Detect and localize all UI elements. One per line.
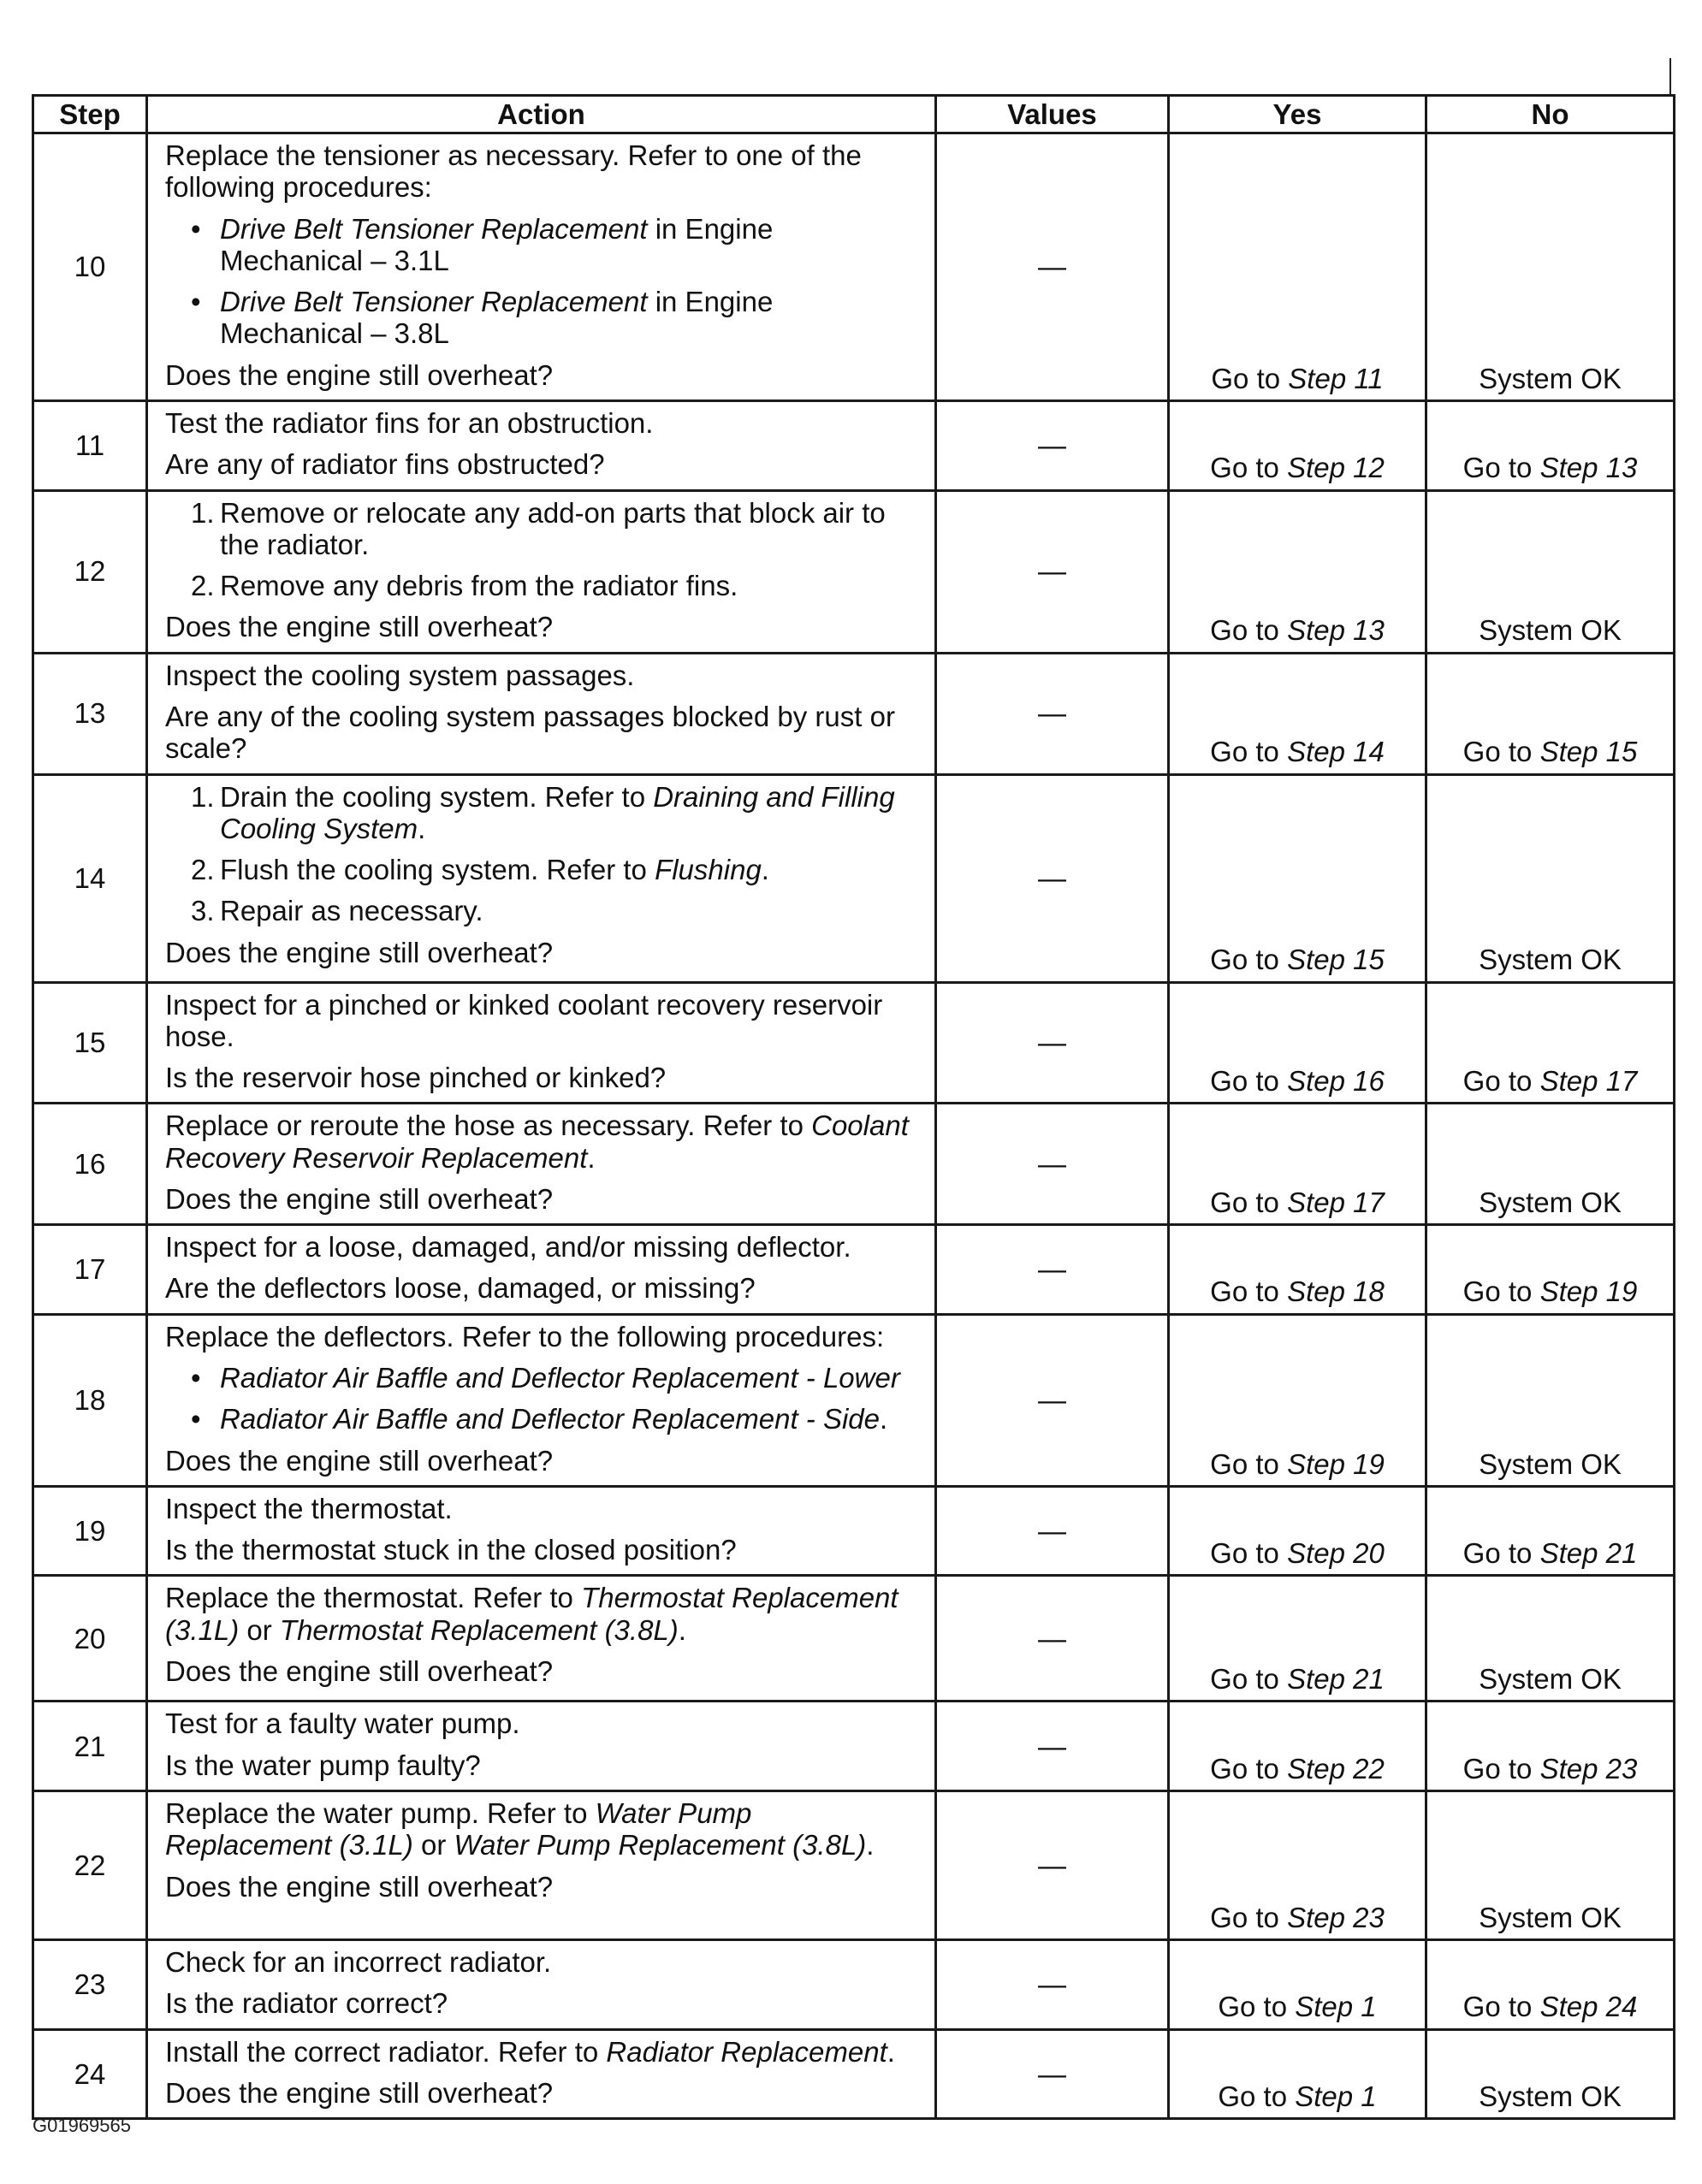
yes-prefix: Go to xyxy=(1218,1991,1296,2023)
action-question: Does the engine still overheat? xyxy=(165,1655,554,1687)
action-cell xyxy=(147,653,936,774)
action-question: Are the deflectors loose, damaged, or missing? xyxy=(165,1272,756,1305)
list-item xyxy=(165,854,922,885)
action-text: Replace the deflectors. Refer to the following procedures: xyxy=(165,1320,885,1352)
procedure-ref: Radiator Air Baffle and Deflector Replacement - Lower xyxy=(220,1362,900,1394)
yes-step-ref: Step 20 xyxy=(1287,1537,1385,1570)
no-cell: System OK xyxy=(1426,1576,1675,1702)
yes-prefix: Go to xyxy=(1210,1663,1288,1696)
no-prefix: Go to xyxy=(1462,452,1540,484)
yes-step-ref: Step 22 xyxy=(1287,1752,1385,1784)
action-cell xyxy=(147,982,936,1104)
table-row-step-20 xyxy=(33,1576,1675,1702)
values-cell: — xyxy=(936,1791,1169,1940)
no-step-ref: Step 15 xyxy=(1539,736,1638,768)
yes-cell xyxy=(1169,1104,1426,1225)
no-cell: System OK xyxy=(1426,1314,1675,1486)
action-text-part: Replace the thermostat. Refer to xyxy=(165,1582,582,1614)
action-cell xyxy=(147,133,936,401)
header-values: Values xyxy=(936,96,1169,133)
table-row-step-18 xyxy=(33,1314,1675,1486)
action-question: Does the engine still overheat? xyxy=(165,611,554,643)
yes-prefix: Go to xyxy=(1210,944,1288,976)
action-cell xyxy=(147,774,936,982)
number-marker: 1. xyxy=(191,780,215,813)
yes-prefix: Go to xyxy=(1210,1065,1288,1098)
page-edge-mark xyxy=(1669,58,1671,96)
yes-cell xyxy=(1169,400,1426,490)
action-question: Does the engine still overheat? xyxy=(165,936,554,968)
bullet-marker: • xyxy=(191,1403,201,1435)
no-cell xyxy=(1426,982,1675,1104)
table-row-step-24 xyxy=(33,2029,1675,2119)
action-text-part: or xyxy=(239,1613,280,1646)
action-question: Does the engine still overheat? xyxy=(165,1444,554,1477)
no-prefix: Go to xyxy=(1462,1752,1540,1784)
no-cell: System OK xyxy=(1426,1791,1675,1940)
action-text: Test for a faulty water pump. xyxy=(165,1708,520,1740)
values-cell: — xyxy=(936,982,1169,1104)
table-row-step-19 xyxy=(33,1486,1675,1576)
procedure-ref: Drive Belt Tensioner Replacement xyxy=(220,212,648,245)
procedure-ref: Thermostat Replacement (3.8L) xyxy=(279,1613,679,1646)
action-cell xyxy=(147,1576,936,1702)
yes-step-ref: Step 1 xyxy=(1295,2080,1377,2112)
action-text: Inspect for a loose, damaged, and/or missing deflector. xyxy=(165,1231,851,1264)
yes-step-ref: Step 17 xyxy=(1287,1186,1385,1218)
yes-prefix: Go to xyxy=(1210,1186,1288,1218)
list-item xyxy=(165,570,922,601)
step-number: 14 xyxy=(33,774,147,982)
list-item-text: Flush the cooling system. Refer to xyxy=(220,854,655,886)
no-step-ref: Step 19 xyxy=(1539,1275,1638,1308)
procedure-ref: Radiator Air Baffle and Deflector Replacement - Side xyxy=(220,1403,880,1435)
no-step-ref: Step 24 xyxy=(1539,1991,1638,2023)
action-question: Is the water pump faulty? xyxy=(165,1749,481,1781)
table-row-step-17 xyxy=(33,1225,1675,1315)
table-row-step-23 xyxy=(33,1940,1675,2030)
step-number: 12 xyxy=(33,490,147,653)
no-step-ref: Step 17 xyxy=(1539,1065,1638,1098)
numbered-list xyxy=(165,497,922,602)
list-item-text: Remove any debris from the radiator fins. xyxy=(220,570,738,602)
number-marker: 2. xyxy=(191,854,215,886)
punctuation: . xyxy=(887,2035,895,2068)
yes-step-ref: Step 13 xyxy=(1287,614,1385,647)
action-cell xyxy=(147,1314,936,1486)
no-prefix: Go to xyxy=(1462,1065,1540,1098)
yes-cell xyxy=(1169,1314,1426,1486)
yes-step-ref: Step 14 xyxy=(1287,736,1385,768)
no-cell: System OK xyxy=(1426,1104,1675,1225)
step-number: 15 xyxy=(33,982,147,1104)
bullet-marker: • xyxy=(191,1362,201,1394)
list-item xyxy=(165,781,922,845)
action-question: Is the radiator correct? xyxy=(165,1987,448,2020)
action-question: Is the thermostat stuck in the closed position? xyxy=(165,1534,737,1566)
no-step-ref: Step 21 xyxy=(1539,1537,1638,1570)
action-question: Are any of the cooling system passages blocked by rust or scale? xyxy=(165,700,895,765)
values-cell: — xyxy=(936,1576,1169,1702)
action-text: Inspect for a pinched or kinked coolant recovery reservoir hose. xyxy=(165,988,883,1052)
step-number: 23 xyxy=(33,1940,147,2030)
header-step: Step xyxy=(33,96,147,133)
procedure-ref: Coolant Recovery Reservoir Replacement xyxy=(165,1110,909,1174)
action-question: Is the reservoir hose pinched or kinked? xyxy=(165,1062,667,1094)
action-text xyxy=(165,2036,922,2068)
yes-prefix: Go to xyxy=(1210,1275,1288,1308)
list-item xyxy=(165,213,922,277)
punctuation: . xyxy=(880,1403,888,1435)
procedure-ref: Radiator Replacement xyxy=(606,2035,887,2068)
yes-step-ref: Step 1 xyxy=(1295,1991,1377,2023)
punctuation: . xyxy=(587,1141,596,1174)
list-item xyxy=(165,286,922,350)
punctuation: . xyxy=(866,1829,875,1861)
action-question: Does the engine still overheat? xyxy=(165,2076,554,2109)
yes-step-ref: Step 18 xyxy=(1287,1275,1385,1308)
procedure-ref: Water Pump Replacement (3.1L) xyxy=(165,1797,752,1861)
values-cell: — xyxy=(936,1225,1169,1315)
procedure-ref: Draining and Filling Cooling System xyxy=(220,780,895,844)
no-cell: System OK xyxy=(1426,774,1675,982)
step-number: 20 xyxy=(33,1576,147,1702)
yes-prefix: Go to xyxy=(1210,1752,1288,1784)
procedure-ref: Thermostat Replacement (3.1L) xyxy=(165,1582,898,1646)
table-row-step-12 xyxy=(33,490,1675,653)
step-number: 24 xyxy=(33,2029,147,2119)
no-cell xyxy=(1426,1940,1675,2030)
no-prefix: Go to xyxy=(1462,1991,1540,2023)
yes-cell xyxy=(1169,1486,1426,1576)
values-cell: — xyxy=(936,133,1169,401)
action-cell xyxy=(147,1486,936,1576)
table-header-row xyxy=(33,96,1675,133)
list-item xyxy=(165,1362,922,1394)
action-text: Inspect the cooling system passages. xyxy=(165,659,635,691)
values-cell: — xyxy=(936,1940,1169,2030)
yes-cell xyxy=(1169,1576,1426,1702)
yes-prefix: Go to xyxy=(1210,1537,1288,1570)
action-question: Does the engine still overheat? xyxy=(165,1182,554,1215)
number-marker: 1. xyxy=(191,496,215,529)
yes-step-ref: Step 16 xyxy=(1287,1065,1385,1098)
punctuation: . xyxy=(418,812,426,844)
step-number: 21 xyxy=(33,1702,147,1791)
diagnostic-table xyxy=(32,94,1675,2120)
yes-cell xyxy=(1169,133,1426,401)
procedure-location: in Engine Mechanical – 3.8L xyxy=(220,286,774,350)
table-row-step-22 xyxy=(33,1791,1675,1940)
yes-cell xyxy=(1169,1225,1426,1315)
yes-cell xyxy=(1169,774,1426,982)
action-cell xyxy=(147,1104,936,1225)
action-text: Replace the tensioner as necessary. Refer to one of the following procedures: xyxy=(165,139,862,204)
step-number: 10 xyxy=(33,133,147,401)
no-cell xyxy=(1426,1225,1675,1315)
yes-prefix: Go to xyxy=(1210,1901,1288,1933)
table-row-step-14 xyxy=(33,774,1675,982)
step-number: 13 xyxy=(33,653,147,774)
header-yes: Yes xyxy=(1169,96,1426,133)
action-text: Inspect the thermostat. xyxy=(165,1492,453,1524)
values-cell: — xyxy=(936,1702,1169,1791)
step-number: 18 xyxy=(33,1314,147,1486)
yes-cell xyxy=(1169,490,1426,653)
values-cell: — xyxy=(936,2029,1169,2119)
values-cell: — xyxy=(936,1486,1169,1576)
list-item-text: Drain the cooling system. Refer to xyxy=(220,780,654,813)
table-row-step-15 xyxy=(33,982,1675,1104)
yes-cell xyxy=(1169,982,1426,1104)
yes-cell xyxy=(1169,653,1426,774)
no-step-ref: Step 13 xyxy=(1539,452,1638,484)
procedure-ref: Flushing xyxy=(655,854,762,886)
table-row-step-11 xyxy=(33,400,1675,490)
action-text-part: Replace or reroute the hose as necessary. Refer to xyxy=(165,1110,812,1142)
action-text-part: or xyxy=(412,1829,454,1861)
action-text xyxy=(165,1110,922,1174)
action-text: Test the radiator fins for an obstruction. xyxy=(165,406,654,439)
no-cell: System OK xyxy=(1426,133,1675,401)
procedure-ref: Water Pump Replacement (3.8L) xyxy=(454,1829,867,1861)
yes-step-ref: Step 11 xyxy=(1288,362,1384,394)
action-text xyxy=(165,1582,922,1646)
yes-prefix: Go to xyxy=(1218,2080,1296,2112)
values-cell: — xyxy=(936,1314,1169,1486)
procedure-list xyxy=(165,213,922,350)
values-cell: — xyxy=(936,400,1169,490)
no-cell: System OK xyxy=(1426,490,1675,653)
no-cell: System OK xyxy=(1426,2029,1675,2119)
action-text: Check for an incorrect radiator. xyxy=(165,1946,552,1978)
punctuation: . xyxy=(678,1613,686,1646)
yes-prefix: Go to xyxy=(1211,362,1289,394)
list-item xyxy=(165,1403,922,1435)
values-cell: — xyxy=(936,653,1169,774)
action-cell xyxy=(147,1791,936,1940)
no-prefix: Go to xyxy=(1462,1537,1540,1570)
list-item-text: Remove or relocate any add-on parts that block air to the radiator. xyxy=(220,496,886,560)
step-number: 22 xyxy=(33,1791,147,1940)
step-number: 11 xyxy=(33,400,147,490)
action-question: Does the engine still overheat? xyxy=(165,1870,554,1903)
numbered-list xyxy=(165,781,922,927)
yes-cell xyxy=(1169,1791,1426,1940)
number-marker: 3. xyxy=(191,895,215,927)
yes-cell xyxy=(1169,1940,1426,2030)
table-row-step-13 xyxy=(33,653,1675,774)
number-marker: 2. xyxy=(191,570,215,602)
yes-step-ref: Step 23 xyxy=(1287,1901,1385,1933)
header-action: Action xyxy=(147,96,936,133)
yes-prefix: Go to xyxy=(1210,1447,1288,1480)
action-cell xyxy=(147,1225,936,1315)
action-text-part: Replace the water pump. Refer to xyxy=(165,1797,596,1829)
no-cell xyxy=(1426,400,1675,490)
action-cell xyxy=(147,400,936,490)
values-cell: — xyxy=(936,490,1169,653)
step-number: 19 xyxy=(33,1486,147,1576)
yes-cell xyxy=(1169,2029,1426,2119)
table-row-step-21 xyxy=(33,1702,1675,1791)
action-text-part: Install the correct radiator. Refer to xyxy=(165,2035,607,2068)
no-prefix: Go to xyxy=(1462,736,1540,768)
no-step-ref: Step 23 xyxy=(1539,1752,1638,1784)
table-row-step-10 xyxy=(33,133,1675,401)
bullet-marker: • xyxy=(191,286,201,318)
action-cell xyxy=(147,2029,936,2119)
punctuation: . xyxy=(761,854,769,886)
values-cell: — xyxy=(936,774,1169,982)
action-cell xyxy=(147,1940,936,2030)
list-item xyxy=(165,497,922,561)
no-cell xyxy=(1426,653,1675,774)
procedure-location: in Engine Mechanical – 3.1L xyxy=(220,212,774,276)
yes-prefix: Go to xyxy=(1210,736,1288,768)
values-cell: — xyxy=(936,1104,1169,1225)
yes-step-ref: Step 15 xyxy=(1287,944,1385,976)
action-question: Are any of radiator fins obstructed? xyxy=(165,448,605,481)
yes-prefix: Go to xyxy=(1210,614,1288,647)
no-cell xyxy=(1426,1486,1675,1576)
procedure-list xyxy=(165,1362,922,1435)
yes-step-ref: Step 21 xyxy=(1287,1663,1385,1696)
list-item-text: Repair as necessary. xyxy=(220,895,483,927)
table-row-step-16 xyxy=(33,1104,1675,1225)
figure-code: G01969565 xyxy=(33,2115,131,2136)
header-no: No xyxy=(1426,96,1675,133)
action-cell xyxy=(147,1702,936,1791)
yes-step-ref: Step 12 xyxy=(1287,452,1385,484)
list-item xyxy=(165,895,922,926)
yes-step-ref: Step 19 xyxy=(1287,1447,1385,1480)
step-number: 16 xyxy=(33,1104,147,1225)
no-cell xyxy=(1426,1702,1675,1791)
yes-cell xyxy=(1169,1702,1426,1791)
step-number: 17 xyxy=(33,1225,147,1315)
procedure-ref: Drive Belt Tensioner Replacement xyxy=(220,286,648,318)
action-cell xyxy=(147,490,936,653)
bullet-marker: • xyxy=(191,212,201,245)
no-prefix: Go to xyxy=(1462,1275,1540,1308)
yes-prefix: Go to xyxy=(1210,452,1288,484)
action-question: Does the engine still overheat? xyxy=(165,358,554,391)
action-text xyxy=(165,1797,922,1861)
